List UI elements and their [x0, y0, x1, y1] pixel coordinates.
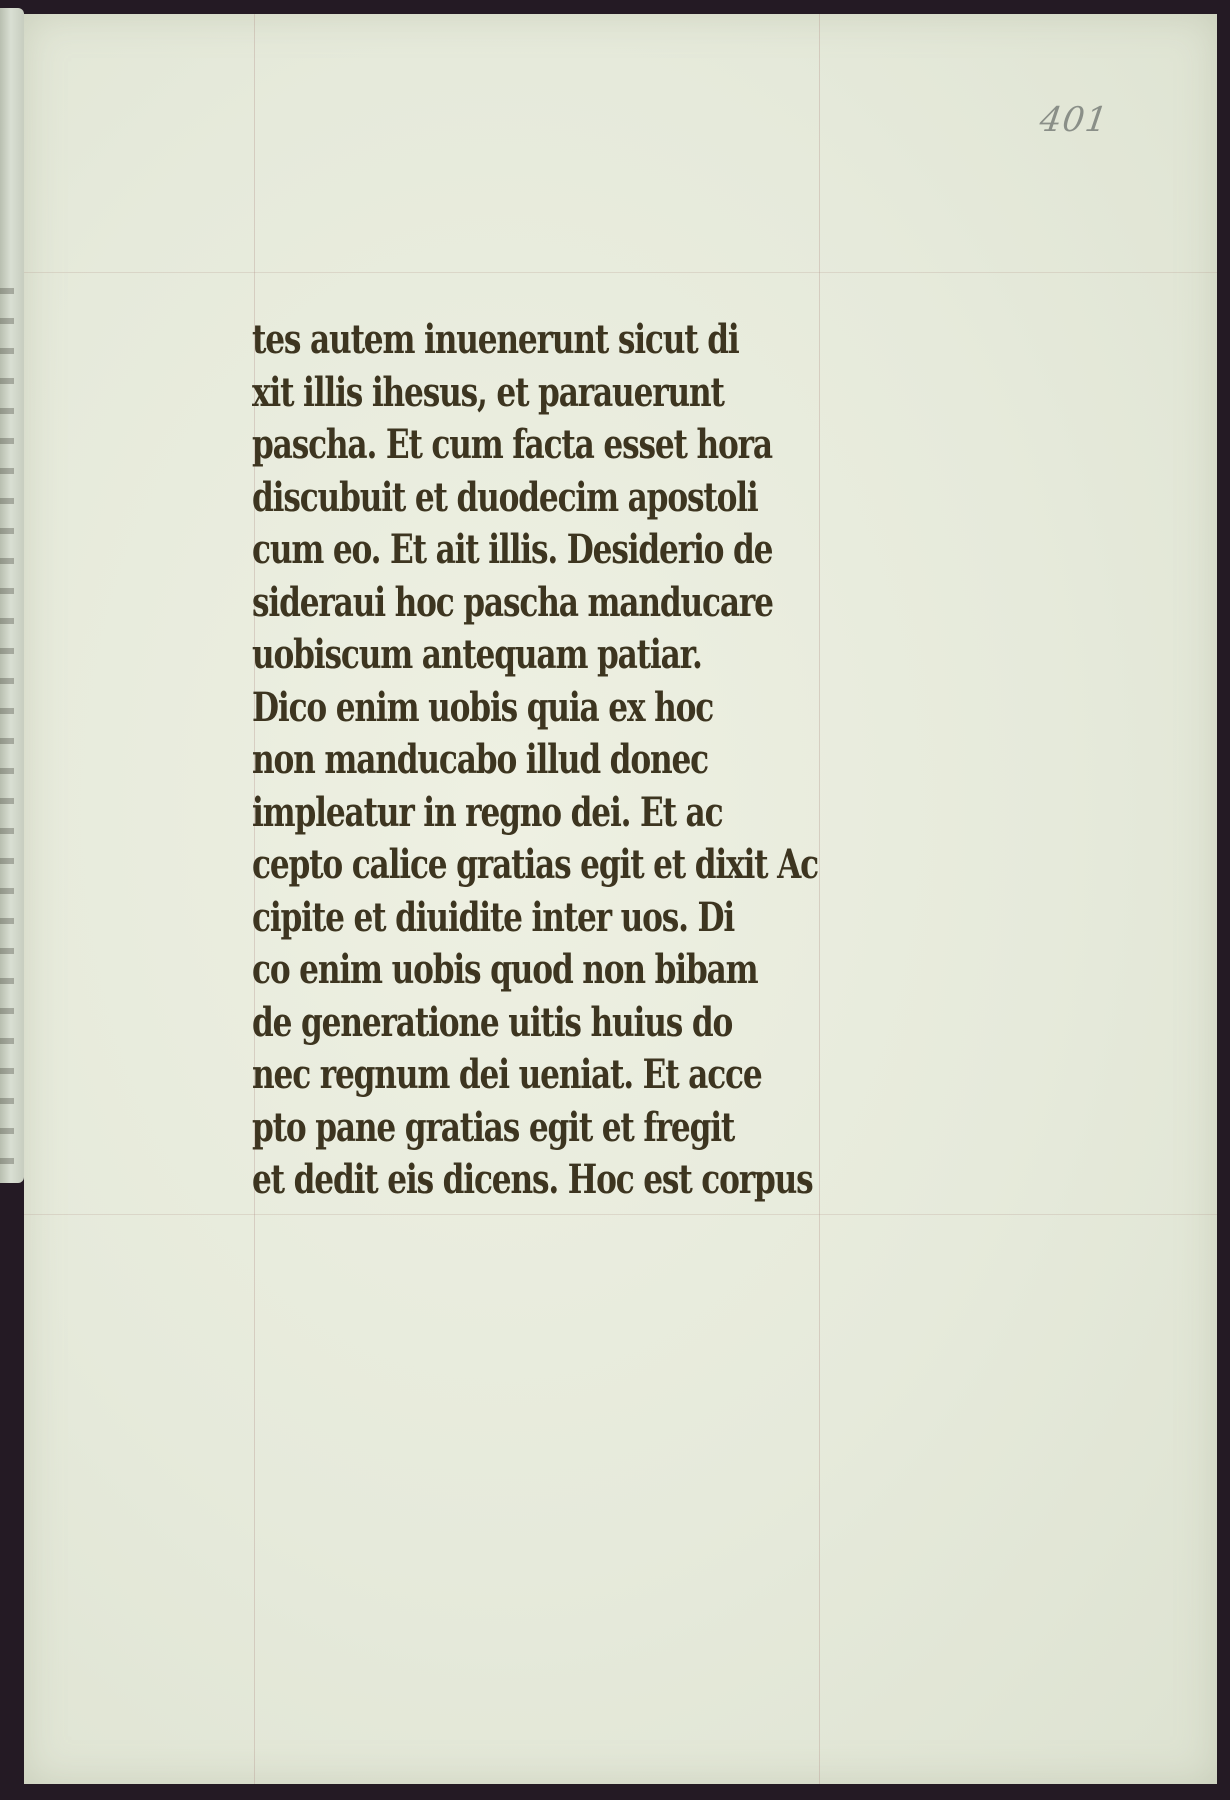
text-line: tes autem inuenerunt sicut di — [252, 316, 739, 363]
text-line: nec regnum dei ueniat. Et acce — [252, 1051, 762, 1098]
ruling-line-bottom — [24, 1214, 1217, 1215]
previous-leaf-text-traces — [0, 288, 14, 1188]
text-line: cum eo. Et ait illis. Desiderio de — [252, 526, 773, 573]
text-block — [252, 314, 842, 1207]
folio-number: 401 — [1037, 100, 1111, 140]
text-line: pascha. Et cum facta esset hora — [252, 421, 772, 468]
text-line: cipite et diuidite inter uos. Di — [252, 893, 735, 941]
text-line: co enim uobis quod non bibam — [252, 946, 758, 993]
text-line: pto pane gratias egit et fregit — [252, 1103, 735, 1151]
text-line: impleatur in regno dei. Et ac — [252, 788, 723, 836]
text-line: sideraui hoc pascha manducare — [252, 578, 773, 626]
text-line: de generatione uitis huius do — [252, 998, 733, 1046]
text-line: cepto calice gratias egit et dixit Ac — [252, 841, 818, 888]
ruling-line-top — [24, 272, 1217, 273]
text-line: non manducabo illud donec — [252, 736, 708, 783]
text-line: Dico enim uobis quia ex hoc — [252, 683, 714, 731]
text-line: et dedit eis dicens. Hoc est corpus — [252, 1156, 813, 1203]
text-line: uobiscum antequam patiar. — [252, 631, 702, 678]
text-line: discubuit et duodecim apostoli — [252, 473, 758, 521]
text-line: xit illis ihesus, et parauerunt — [252, 368, 724, 416]
previous-leaf-edge — [0, 8, 24, 1183]
manuscript-page — [24, 14, 1217, 1784]
